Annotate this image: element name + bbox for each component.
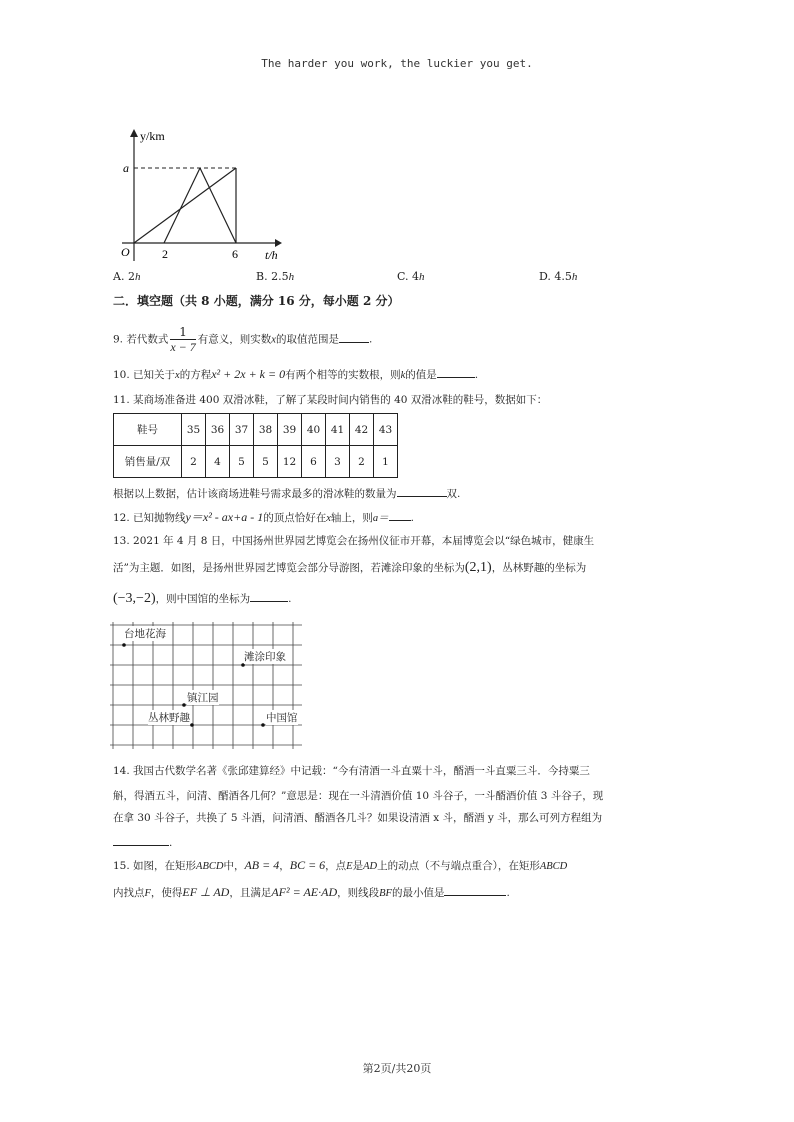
question-11-text: 11. 某商场准备进 400 双滑冰鞋，了解了某段时间内销售的 40 双滑冰鞋的鞋号，数据如下： [113, 394, 548, 406]
tick-2-label: 2 [162, 247, 168, 261]
shoe-size-table [113, 413, 398, 478]
sales-cell: 1 [374, 446, 398, 478]
map-label-tai-di-hua-hai: 台地花海 [124, 628, 166, 640]
question-9: 9. 若代数式 $\frac{1}{x - 7}$ 有意义，则实数x的取值范围是 . [113, 325, 373, 354]
x-axis-arrow [275, 239, 282, 247]
size-cell: 35 [182, 414, 206, 446]
question-13-line2: 活”为主题．如图，是扬州世界园艺博览会部分导游图，若滩涂印象的坐标为(2,1)，丛林野趣的坐标为 [113, 560, 587, 575]
a-label: a [123, 161, 129, 175]
sales-cell: 2 [350, 446, 374, 478]
line-slow-traveler [134, 168, 236, 243]
map-point-tai-di-hua-hai [122, 643, 126, 647]
x-axis-label: t/h [265, 248, 278, 262]
sales-cell: 5 [230, 446, 254, 478]
sales-cell: 4 [206, 446, 230, 478]
expo-map-grid [110, 622, 305, 750]
tick-6-label: 6 [232, 247, 238, 261]
line-fast-up [164, 168, 200, 243]
question-13-line1: 13. 2021 年 4 月 8 日，中国扬州世界园艺博览会在扬州仪征市开幕，本届博览会以“绿色城市，健康生 [113, 535, 595, 547]
question-15-line1: 15. 如图，在矩形ABCD中，AB = 4，BC = 6，点E是AD上的动点（不与端点重合），在矩形ABCD [113, 858, 568, 872]
fraction-expression: $\frac{1}{x - 7}$ [170, 325, 196, 354]
answer-blank-15[interactable] [444, 884, 506, 896]
size-cell: 36 [206, 414, 230, 446]
grid-lines [110, 622, 302, 749]
sales-cell: 12 [278, 446, 302, 478]
map-point-cong-lin-ye-qu [190, 723, 194, 727]
size-cell: 38 [254, 414, 278, 446]
question-14-answer: . [113, 834, 172, 849]
question-10: 10. 已知关于x的方程x² + 2x + k = 0有两个相等的实数根，则k的值是 . [113, 367, 479, 381]
option-b[interactable]: B. 2.5h [256, 270, 295, 283]
answer-blank-14[interactable] [113, 834, 169, 846]
sales-cell: 5 [254, 446, 278, 478]
option-d[interactable]: D. 4.5h [539, 270, 578, 283]
question-12: 12. 已知抛物线y＝x² - ax+a - 1的顶点恰好在x轴上，则a＝ . [113, 510, 414, 524]
distance-time-graph [110, 125, 285, 265]
sales-cell: 3 [326, 446, 350, 478]
size-cell: 43 [374, 414, 398, 446]
question-13-line3: (−3,−2)，则中国馆的坐标为 . [113, 591, 292, 606]
size-cell: 41 [326, 414, 350, 446]
answer-blank-12[interactable] [389, 509, 411, 521]
page-footer: 第2页/共20页 [362, 1062, 432, 1075]
map-label-tan-tu-yin-xiang: 滩涂印象 [244, 651, 286, 663]
size-cell: 37 [230, 414, 254, 446]
header-motto: The harder you work, the luckier you get. [261, 57, 533, 70]
question-15-line2: 内找点F，使得EF ⊥ AD，且满足AF² = AE·AD，则线段BF的最小值是 . [113, 885, 510, 899]
origin-label: O [121, 245, 130, 259]
y-axis-arrow [130, 129, 138, 137]
map-label-zhong-guo-guan: 中国馆 [266, 712, 298, 724]
size-cell: 40 [302, 414, 326, 446]
option-a[interactable]: A. 2h [113, 270, 141, 283]
question-14-line2: 斛，得酒五斗，问清、醑酒各几何？”意思是：现在一斗清酒价值 10 斗谷子，一斗醑酒价值 3 斗谷子，现 [113, 790, 604, 802]
map-label-cong-lin-ye-qu: 丛林野趣 [148, 712, 190, 724]
sales-cell: 6 [302, 446, 326, 478]
row-label-size: 鞋号 [114, 414, 182, 446]
line-fast-down [200, 168, 236, 243]
answer-blank-11[interactable] [397, 485, 447, 497]
table-row-sizes [114, 414, 398, 446]
sales-cell: 2 [182, 446, 206, 478]
option-c[interactable]: C. 4h [397, 270, 425, 283]
question-14-line3: 在拿 30 斗谷子，共换了 5 斗酒，问清酒、醑酒各几斗？如果设清酒 x 斗，醑酒 y 斗，那么可列方程组为 [113, 812, 603, 824]
row-label-sales: 销售量/双 [114, 446, 182, 478]
question-14-line1: 14. 我国古代数学名著《张邱建算经》中记载：“今有清酒一斗直粟十斗，醑酒一斗直粟三斗．今持粟三 [113, 765, 590, 777]
answer-blank-13[interactable] [250, 590, 288, 602]
map-point-zhong-guo-guan [261, 723, 265, 727]
map-label-zhen-jiang-yuan: 镇江园 [187, 692, 219, 704]
question-11-after: 根据以上数据，估计该商场进鞋号需求最多的滑冰鞋的数量为 双. [113, 485, 460, 501]
section-title: 二．填空题（共 8 小题，满分 16 分，每小题 2 分） [113, 294, 400, 308]
map-point-zhen-jiang-yuan [182, 703, 186, 707]
table-row-sales [114, 446, 398, 478]
answer-blank-10[interactable] [437, 366, 475, 378]
answer-blank-9[interactable] [339, 331, 369, 343]
y-axis-label: y/km [140, 129, 165, 143]
size-cell: 39 [278, 414, 302, 446]
size-cell: 42 [350, 414, 374, 446]
